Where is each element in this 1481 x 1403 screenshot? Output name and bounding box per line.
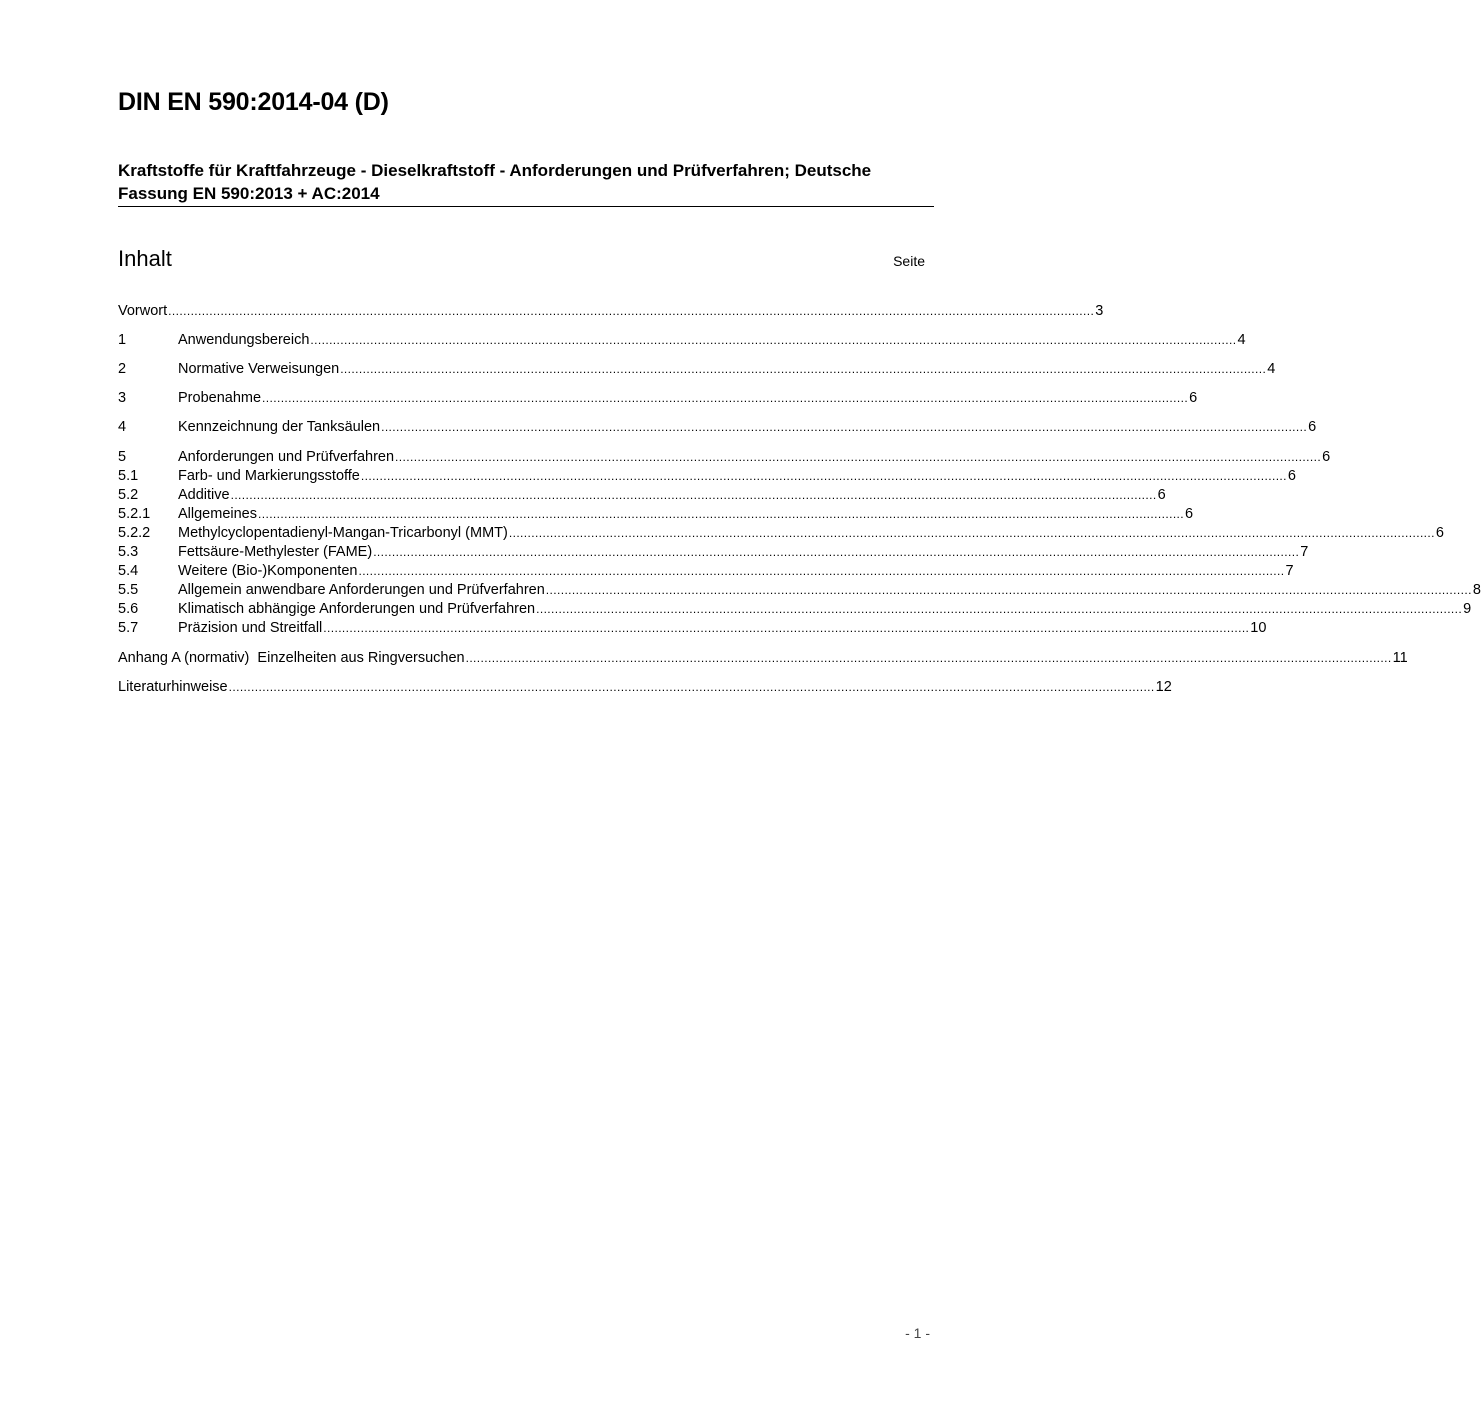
toc-entry-label: Allgemein anwendbare Anforderungen und Prüfverfahren (178, 582, 545, 598)
toc-heading: Inhalt (118, 246, 172, 271)
toc-entry-number: 3 (118, 390, 127, 406)
toc-entry-number: 4 (118, 419, 127, 435)
toc-entry-5-3[interactable] (118, 543, 1309, 562)
toc-entry-number: 5 (118, 449, 127, 465)
toc-entry-number: 2 (118, 361, 127, 377)
toc-entry-page: 3 (1095, 303, 1104, 319)
toc-entry-label: Fettsäure-Methylester (FAME) (178, 544, 373, 560)
toc-entry-5-7[interactable] (118, 619, 1267, 638)
toc-entry-5-1[interactable] (118, 467, 1296, 486)
toc-dot-leader: ........................................................................................................................................................................................................................................................ (545, 583, 1472, 597)
toc-entry-label: Allgemeines (178, 506, 257, 522)
toc-entry-number: 5.6 (118, 601, 139, 617)
toc-entry-page: 6 (1435, 525, 1444, 541)
toc-entry-label: Vorwort (118, 303, 168, 319)
toc-dot-leader: ........................................................................................................................................................................................................................................................ (262, 391, 1189, 405)
toc-entry-number: 5.3 (118, 544, 139, 560)
toc-entry-label: Normative Verweisungen (178, 361, 340, 377)
toc-entry-5[interactable] (118, 448, 1331, 467)
toc-entry-5-2-2[interactable] (118, 524, 1444, 543)
toc-dot-leader: ........................................................................................................................................................................................................................................................ (360, 469, 1287, 483)
toc-dot-leader: ........................................................................................................................................................................................................................................................ (381, 420, 1308, 434)
toc-entry-label: Weitere (Bio-)Komponenten (178, 563, 358, 579)
toc-entry-number: 5.4 (118, 563, 139, 579)
toc-dot-leader: ........................................................................................................................................................................................................................................................ (168, 304, 1095, 318)
toc-entry-number: 5.1 (118, 468, 139, 484)
toc-entry-page: 9 (1463, 601, 1472, 617)
toc-entry-label: Methylcyclopentadienyl-Mangan-Tricarbonyl (MMT) (178, 525, 508, 541)
toc-entry-label: Kennzeichnung der Tanksäulen (178, 419, 381, 435)
toc-dot-leader: ........................................................................................................................................................................................................................................................ (465, 651, 1392, 665)
toc-entry-page: 4 (1237, 332, 1246, 348)
toc-entry-label: Klimatisch abhängige Anforderungen und Prüfverfahren (178, 601, 536, 617)
toc-entry-label: Anhang A (normativ) Einzelheiten aus Ringversuchen (118, 650, 465, 666)
toc-dot-leader: ........................................................................................................................................................................................................................................................ (310, 333, 1237, 347)
toc-entry-page: 8 (1472, 582, 1481, 598)
toc-entry-2[interactable] (118, 360, 1276, 379)
toc-entry-vorwort[interactable] (118, 302, 1104, 321)
toc-entry-page: 6 (1185, 506, 1194, 522)
toc-entry-page: 12 (1155, 679, 1172, 695)
toc-page-column-heading: Seite (893, 253, 925, 269)
toc-entry-1[interactable] (118, 331, 1246, 350)
title-divider (118, 206, 934, 207)
toc-dot-leader: ........................................................................................................................................................................................................................................................ (323, 621, 1250, 635)
toc-entry-number: 5.2.2 (118, 525, 151, 541)
toc-dot-leader: ........................................................................................................................................................................................................................................................ (358, 564, 1285, 578)
page-number: - 1 - (905, 1325, 930, 1341)
toc-entry-5-2-1[interactable] (118, 505, 1194, 524)
toc-dot-leader: ........................................................................................................................................................................................................................................................ (228, 680, 1155, 694)
document-subtitle: Kraftstoffe für Kraftfahrzeuge - Dieselkraftstoff - Anforderungen und Prüfverfahren; Deutsche Fassung EN 590:2013 + AC:2014 (118, 161, 872, 203)
toc-dot-leader: ........................................................................................................................................................................................................................................................ (230, 488, 1157, 502)
toc-entry-5-5[interactable] (118, 581, 1481, 600)
toc-entry-label: Farb- und Markierungsstoffe (178, 468, 360, 484)
toc-entry-5-6[interactable] (118, 600, 1472, 619)
toc-entry-literaturhinweise[interactable] (118, 678, 1172, 697)
toc-entry-number: 5.7 (118, 620, 139, 636)
document-title: DIN EN 590:2014-04 (D) (118, 88, 389, 116)
toc-entry-label: Anforderungen und Prüfverfahren (178, 449, 395, 465)
toc-entry-number: 5.2 (118, 487, 139, 503)
toc-entry-label: Probenahme (178, 390, 262, 406)
toc-entry-label: Präzision und Streitfall (178, 620, 323, 636)
toc-entry-page: 6 (1157, 487, 1166, 503)
toc-dot-leader: ........................................................................................................................................................................................................................................................ (536, 602, 1463, 616)
toc-entry-page: 7 (1300, 544, 1309, 560)
toc-entry-page: 11 (1392, 650, 1408, 666)
toc-entry-number: 1 (118, 332, 127, 348)
toc-entry-4[interactable] (118, 418, 1317, 437)
toc-dot-leader: ........................................................................................................................................................................................................................................................ (508, 526, 1435, 540)
toc-entry-label: Literaturhinweise (118, 679, 228, 695)
toc-entry-page: 6 (1322, 449, 1331, 465)
toc-entry-label: Additive (178, 487, 230, 503)
toc-entry-label: Anwendungsbereich (178, 332, 310, 348)
toc-entry-page: 6 (1287, 468, 1296, 484)
toc-entry-5-2[interactable] (118, 486, 1166, 505)
toc-entry-anhang-a[interactable] (118, 649, 1408, 668)
toc-dot-leader: ........................................................................................................................................................................................................................................................ (395, 450, 1322, 464)
toc-entry-5-4[interactable] (118, 562, 1294, 581)
toc-dot-leader: ........................................................................................................................................................................................................................................................ (258, 507, 1185, 521)
toc-entry-number: 5.5 (118, 582, 139, 598)
toc-entry-number: 5.2.1 (118, 506, 151, 522)
toc-entry-page: 6 (1189, 390, 1198, 406)
toc-entry-page: 10 (1250, 620, 1267, 636)
toc-entry-page: 7 (1285, 563, 1294, 579)
toc-dot-leader: ........................................................................................................................................................................................................................................................ (340, 362, 1267, 376)
toc-dot-leader: ........................................................................................................................................................................................................................................................ (373, 545, 1300, 559)
toc-entry-3[interactable] (118, 389, 1198, 408)
toc-entry-page: 4 (1267, 361, 1276, 377)
toc-entry-page: 6 (1308, 419, 1317, 435)
